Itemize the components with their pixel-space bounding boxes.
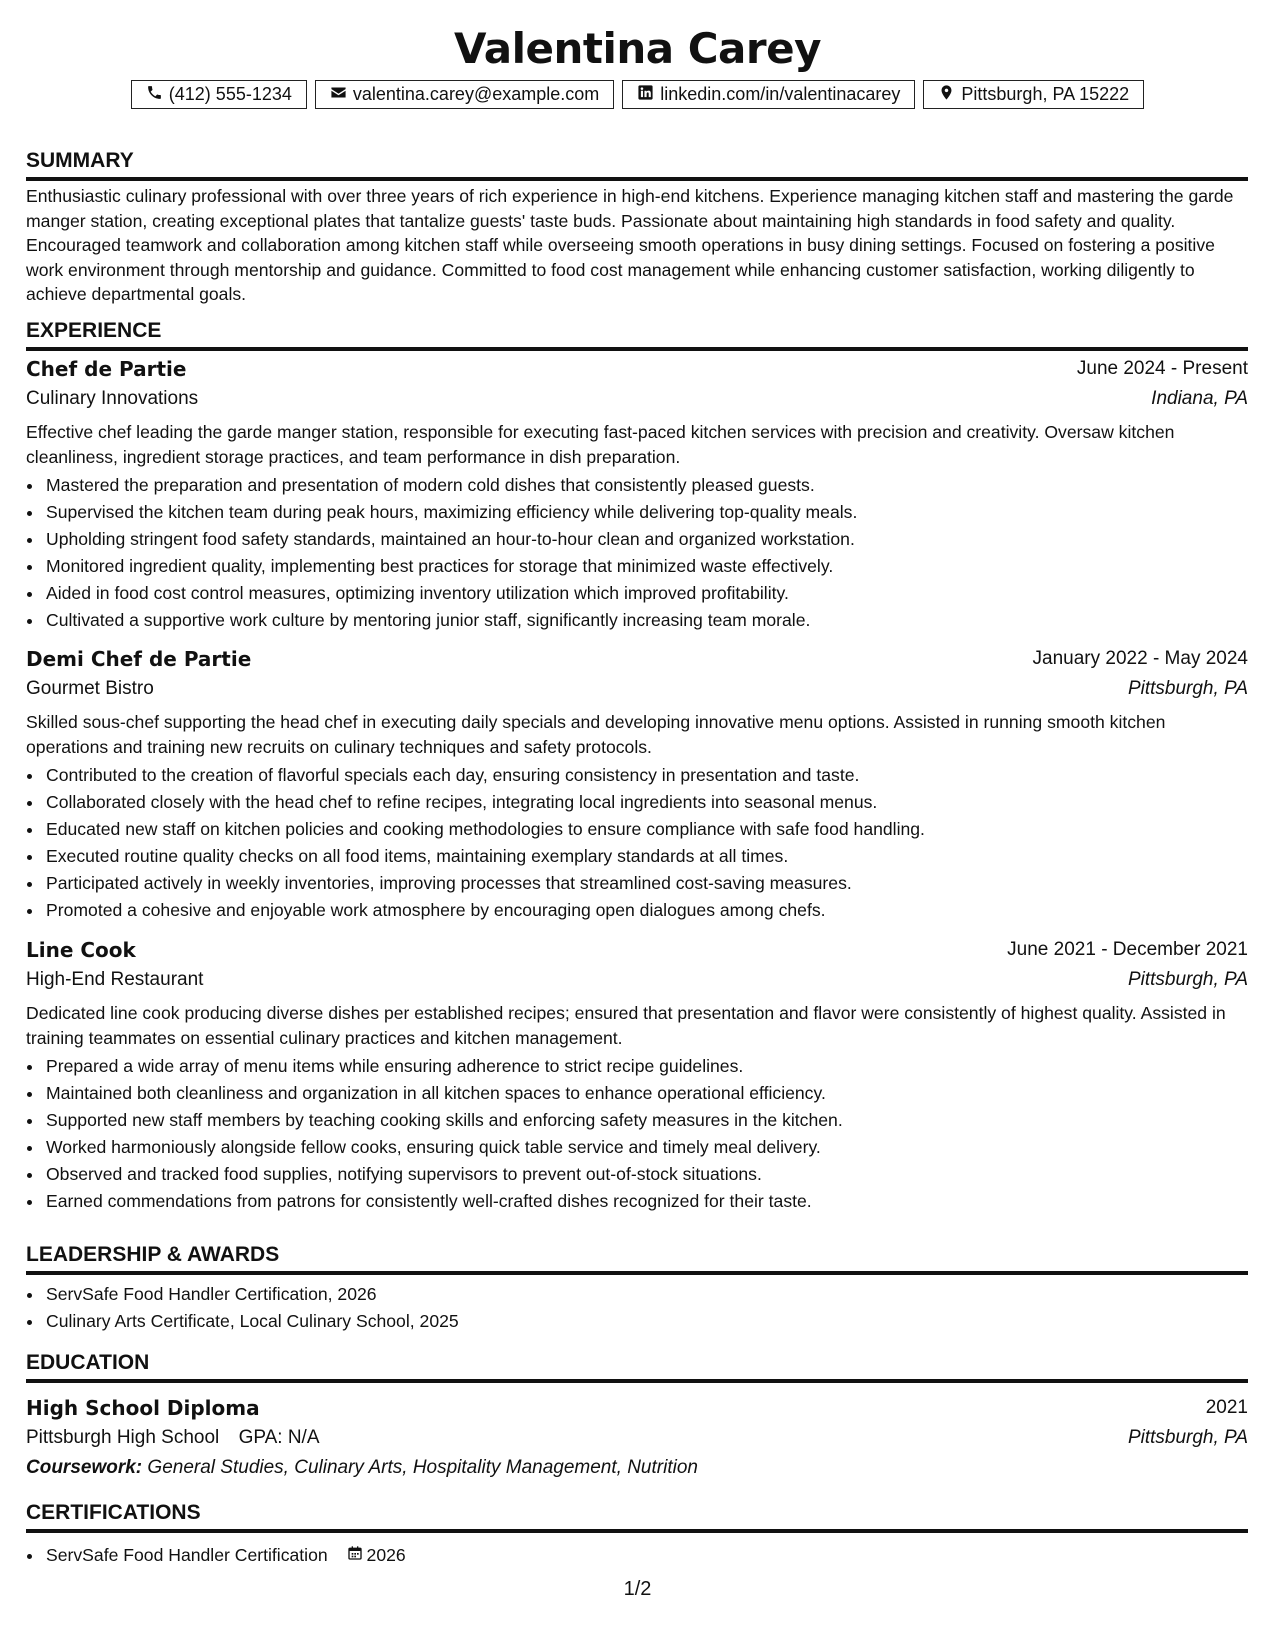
list-item: • Mastered the preparation and presentation of modern cold dishes that consistently pleased guests.	[44, 472, 1248, 499]
map-pin-icon	[938, 84, 955, 106]
education-coursework	[26, 1455, 698, 1481]
list-item: • ServSafe Food Handler Certification, 2026	[44, 1281, 1248, 1308]
page-number: 1/2	[623, 1578, 652, 1600]
job-company: Culinary Innovations	[26, 388, 199, 409]
list-item: • Educated new staff on kitchen policies and cooking methodologies to ensure compliance with safe food handling.	[44, 816, 1248, 843]
education-location: Pittsburgh, PA	[1127, 1427, 1248, 1448]
section-title-certifications: CERTIFICATIONS	[26, 1500, 1248, 1533]
education-gpa: GPA: N/A	[238, 1427, 320, 1448]
job-dates: June 2021 - December 2021	[1007, 939, 1248, 960]
education-degree: High School Diploma	[26, 1396, 260, 1420]
job-dates: January 2022 - May 2024	[1032, 648, 1248, 669]
list-item: • Participated actively in weekly inventories, improving processes that streamlined cost-saving measures.	[44, 870, 1248, 897]
job-company: Gourmet Bistro	[26, 678, 154, 699]
job-description: Skilled sous-chef supporting the head chef in executing daily specials and developing innovative menu options. Assisted in running smooth kitchen operations and training new recruits on culinary techniques and safety protocols.	[26, 712, 1166, 757]
leadership-list	[26, 1281, 1248, 1335]
list-item: • Observed and tracked food supplies, notifying supervisors to prevent out-of-stock situations.	[44, 1161, 1248, 1188]
location-text: Pittsburgh, PA 15222	[961, 84, 1130, 104]
list-item: • Supported new staff members by teaching cooking skills and enforcing safety measures in the kitchen.	[44, 1107, 1248, 1134]
list-item	[44, 1542, 1248, 1569]
job-dates: June 2024 - Present	[1076, 358, 1248, 379]
job-company: High-End Restaurant	[26, 969, 204, 990]
list-item: • Cultivated a supportive work culture by mentoring junior staff, significantly increasing team morale.	[44, 607, 1248, 634]
list-item: • Earned commendations from patrons for consistently well-crafted dishes recognized for their taste.	[44, 1188, 1248, 1215]
education-school: Pittsburgh High School	[26, 1427, 220, 1448]
list-item: • Supervised the kitchen team during peak hours, maximizing efficiency while delivering top-quality meals.	[44, 499, 1248, 526]
coursework-text: General Studies, Culinary Arts, Hospitality Management, Nutrition	[147, 1457, 698, 1478]
list-item: • Maintained both cleanliness and organization in all kitchen spaces to enhance operational efficiency.	[44, 1080, 1248, 1107]
linkedin-text: linkedin.com/in/valentinacarey	[660, 84, 901, 104]
job-bullets	[26, 762, 1248, 924]
section-title-summary: SUMMARY	[26, 148, 1248, 181]
phone-icon	[146, 84, 163, 106]
list-item: • Promoted a cohesive and enjoyable work atmosphere by encouraging open dialogues among chefs.	[44, 897, 1248, 924]
job-bullets	[26, 472, 1248, 634]
list-item: • Culinary Arts Certificate, Local Culinary School, 2025	[44, 1308, 1248, 1335]
coursework-label: Coursework:	[26, 1457, 143, 1478]
list-item: • Collaborated closely with the head chef to refine recipes, integrating local ingredients into seasonal menus.	[44, 789, 1248, 816]
contact-location	[923, 80, 1144, 109]
section-title-leadership: LEADERSHIP & AWARDS	[26, 1242, 1248, 1275]
list-item: • Worked harmoniously alongside fellow cooks, ensuring quick table service and timely meal delivery.	[44, 1134, 1248, 1161]
list-item: • Contributed to the creation of flavorful specials each day, ensuring consistency in presentation and taste.	[44, 762, 1248, 789]
job-bullets	[26, 1053, 1248, 1215]
list-item: • Upholding stringent food safety standards, maintained an hour-to-hour clean and organized workstation.	[44, 526, 1248, 553]
job-location: Pittsburgh, PA	[1127, 678, 1248, 699]
section-title-experience: EXPERIENCE	[26, 318, 1248, 351]
candidate-name: Valentina Carey	[454, 24, 821, 73]
section-title-education: EDUCATION	[26, 1350, 1248, 1383]
job-title: Line Cook	[26, 938, 136, 962]
job-title: Chef de Partie	[26, 357, 187, 381]
list-item: • Prepared a wide array of menu items while ensuring adherence to strict recipe guidelines.	[44, 1053, 1248, 1080]
contact-linkedin[interactable]	[622, 80, 915, 109]
certification-year: 2026	[366, 1545, 406, 1565]
job-description: Effective chef leading the garde manger station, responsible for executing fast-paced kitchen services with precision and creativity. Oversaw kitchen cleanliness, ingredient storage practices, and team performance in dish preparation.	[26, 422, 1175, 467]
phone-text: (412) 555-1234	[168, 84, 292, 104]
calendar-icon	[347, 1542, 363, 1569]
certification-name: ServSafe Food Handler Certification	[46, 1545, 328, 1565]
envelope-icon	[330, 84, 347, 106]
certification-date	[347, 1542, 406, 1569]
job-location: Indiana, PA	[1151, 388, 1248, 409]
education-school-line	[26, 1425, 320, 1451]
summary-text: Enthusiastic culinary professional with over three years of rich experience in high-end kitchens. Experience managing kitchen staff and mastering the garde manger station, creating exceptional plates that tantalize guests' taste buds. Passionate about maintaining high standards in food safety and quality. Encouraged teamwork and collaboration among kitchen staff while overseeing smooth operations in busy dining settings. Focused on fostering a positive work environment through mentorship and guidance. Committed to food cost management while enhancing customer satisfaction, working diligently to achieve departmental goals.	[26, 186, 1234, 304]
contact-email[interactable]	[315, 80, 614, 109]
linkedin-icon	[637, 84, 654, 106]
education-year: 2021	[1205, 1397, 1248, 1418]
certifications-list	[26, 1542, 1248, 1569]
list-item: • Executed routine quality checks on all food items, maintaining exemplary standards at all times.	[44, 843, 1248, 870]
contact-bar	[0, 80, 1275, 109]
list-item: • Monitored ingredient quality, implementing best practices for storage that minimized waste effectively.	[44, 553, 1248, 580]
job-location: Pittsburgh, PA	[1127, 969, 1248, 990]
email-text: valentina.carey@example.com	[352, 84, 600, 104]
job-title: Demi Chef de Partie	[26, 647, 252, 671]
list-item: • Aided in food cost control measures, optimizing inventory utilization which improved profitability.	[44, 580, 1248, 607]
job-description: Dedicated line cook producing diverse dishes per established recipes; ensured that presentation and flavor were consistently of highest quality. Assisted in training teammates on essential culinary practices and kitchen management.	[26, 1003, 1226, 1048]
contact-phone[interactable]	[131, 80, 307, 109]
